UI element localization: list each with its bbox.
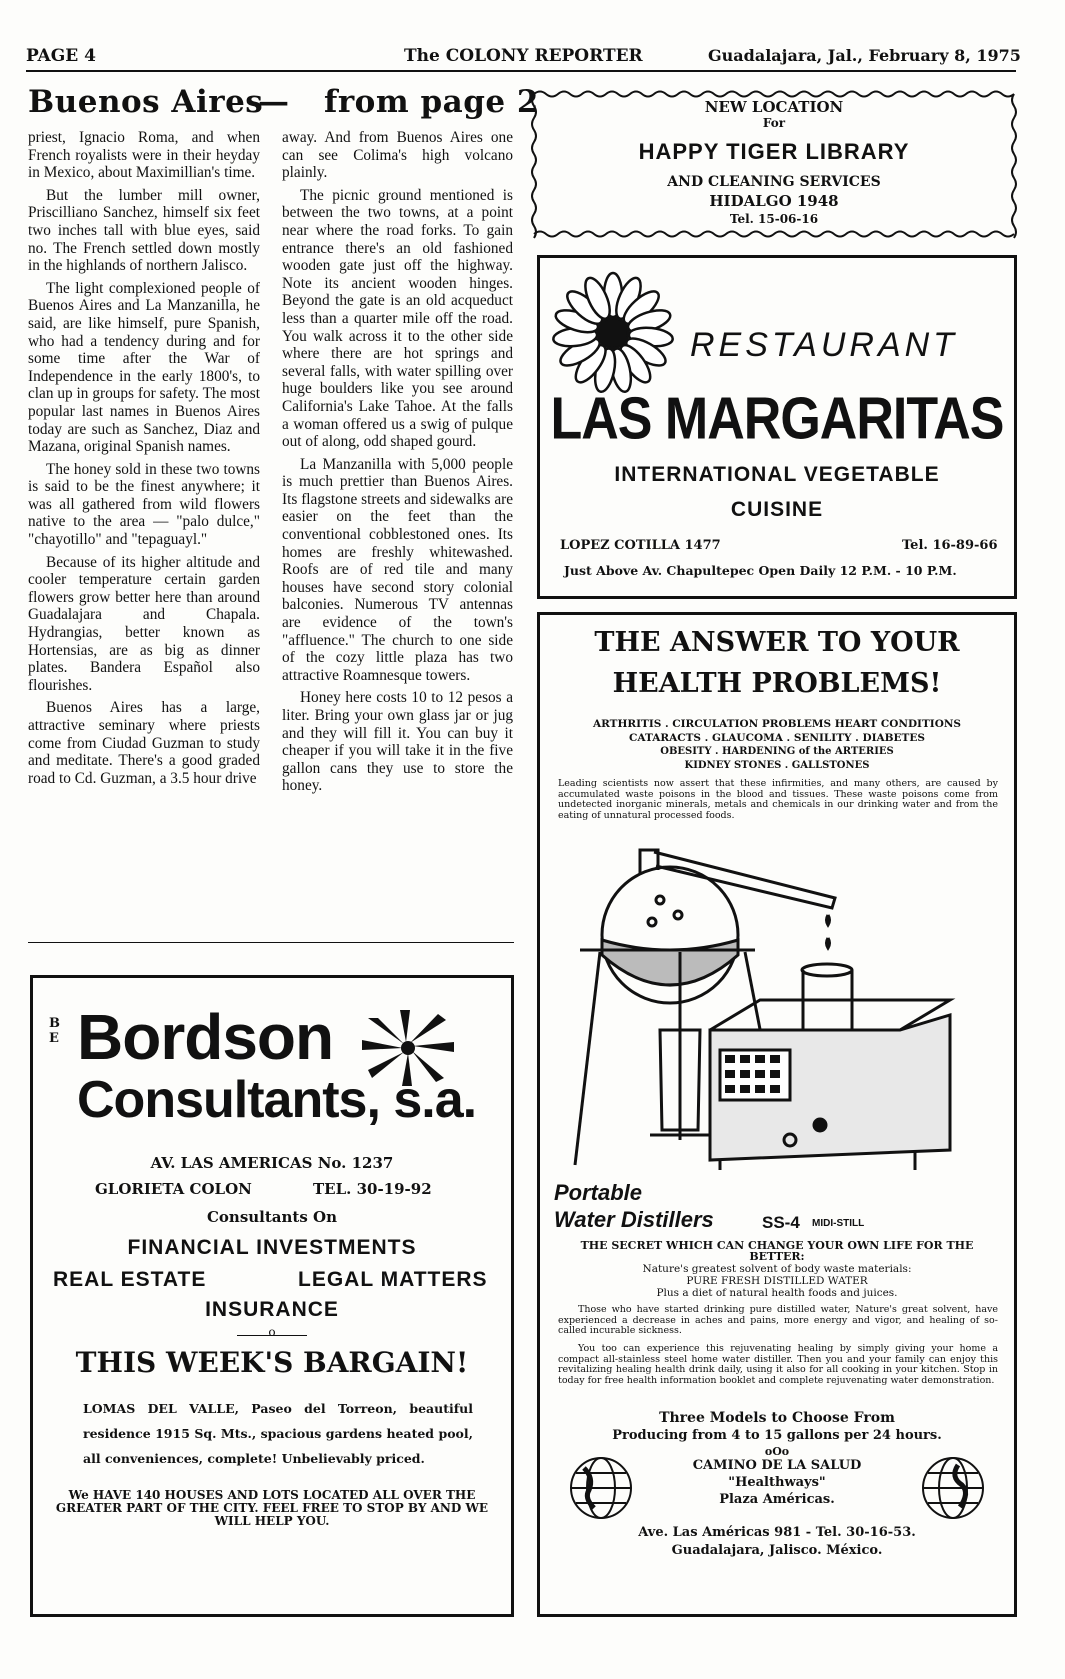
article-end-rule bbox=[28, 942, 514, 943]
health-paragraph-1: Those who have started drinking pure distilled water, Nature's great solvent, have experienced a decrease in aches and pains, more energy and vigor, and healing of so-called incurable sickness. bbox=[558, 1304, 998, 1336]
library-new-location: NEW LOCATION bbox=[704, 98, 844, 116]
bordson-bargain-title: THIS WEEK'S BARGAIN! bbox=[75, 1346, 469, 1379]
bordson-service-insurance: INSURANCE bbox=[205, 1298, 339, 1321]
paragraph: The picnic ground mentioned is between the two towns, at a point near where the road forks. To gain entrance there's an old fashioned wooden gate just off the highway. Note its ancient wooden hinges. Beyond the gate is an old acqueduct less than a quarter mile off the road. You walk across it to the other side where there are hot springs and several falls, with water spilling over huge boulders like you see around California's Lake Tahoe. At the falls a woman offered us a swig of pulque out of along, odd shaped gourd. bbox=[282, 186, 513, 451]
restaurant-cuisine-line2: CUISINE bbox=[730, 498, 824, 521]
health-paragraph-2: You too can experience this rejuvenating healing by simply giving your home a compact all-stainless steel home water distiller. Then you and your family can enjoy this revitalizing healing health drink daily, using it also for all cooking in your kitchen. Stop in today for free health information booklet and complete rejuvenating water demonstration. bbox=[558, 1343, 998, 1386]
article-title-dash: — bbox=[258, 84, 290, 120]
health-secret-1: THE SECRET WHICH CAN CHANGE YOUR OWN LIFE FOR THE BETTER: bbox=[580, 1239, 974, 1263]
article-column-2 bbox=[282, 129, 513, 800]
bordson-be-mark: B E bbox=[49, 1016, 60, 1046]
article-column-1 bbox=[28, 129, 260, 792]
bordson-footer: We HAVE 140 HOUSES AND LOTS LOCATED ALL OVER THE GREATER PART OF THE CITY. FEEL FREE TO STOP BY AND WE WILL HELP YOU. bbox=[55, 1488, 489, 1528]
library-ad bbox=[530, 88, 1018, 240]
product-water-distillers: Water Distillers bbox=[554, 1207, 714, 1232]
paragraph: But the lumber mill owner, Priscilliano Sanchez, himself six feet two inches tall with blue eyes, said no. The French settled down mostly in the highlands of northern Jalisco. bbox=[28, 186, 260, 275]
store-name: CAMINO DE LA SALUD bbox=[692, 1458, 862, 1473]
health-title-2: HEALTH PROBLEMS! bbox=[612, 668, 942, 699]
bordson-glorieta: GLORIETA COLON bbox=[95, 1180, 252, 1198]
paragraph: Because of its higher altitude and cooler temperature certain garden flowers grow better here than around Guadalajara and Chapala. Hydrangias, better known as Hortensias, are as big as dinner plates. Bandera Español also flourishes. bbox=[28, 553, 260, 694]
restaurant-cuisine-line1: INTERNATIONAL VEGETABLE bbox=[614, 463, 940, 486]
health-conditions-2: CATARACTS . GLAUCOMA . SENILITY . DIABETES bbox=[629, 732, 925, 744]
daisy-icon bbox=[548, 270, 678, 396]
paragraph: Buenos Aires has a large, attractive seminary where priests come from Ciudad Guzman to study and meditate. There's a good graded road to Cd. Guzman, a 3.5 hour drive bbox=[28, 699, 260, 787]
bordson-consultants-on: Consultants On bbox=[206, 1208, 338, 1226]
bordson-address: AV. LAS AMERICAS No. 1237 bbox=[150, 1154, 394, 1172]
paragraph: away. And from Buenos Aires one can see Colima's high volcano plainly. bbox=[282, 129, 513, 182]
paragraph: priest, Ignacio Roma, and when French royalists were in their heyday in Mexico, about Maximillian's time. bbox=[28, 129, 260, 182]
bordson-divider-mark: o bbox=[268, 1325, 276, 1339]
bordson-tel: TEL. 30-19-92 bbox=[313, 1180, 432, 1198]
library-address: HIDALGO 1948 bbox=[709, 192, 839, 210]
health-intro: Leading scientists now assert that these infirmities, and many others, are caused by accumulated waste poisons in the blood and tissues. These waste poisons come from undetected inorganic minerals, metals and chemicals in our drinking water and from the eating of unnatural processed foods. bbox=[558, 778, 998, 821]
product-portable: Portable bbox=[554, 1180, 643, 1205]
health-separator: oOo bbox=[764, 1445, 790, 1458]
health-conditions-4: KIDNEY STONES . GALLSTONES bbox=[684, 760, 870, 771]
restaurant-address: LOPEZ COTILLA 1477 bbox=[560, 538, 721, 553]
paragraph: Honey here costs 10 to 12 pesos a liter. Bring your own glass jar or jug and they will fill it. You can buy it cheaper if you will take it in the five gallon cans they use to store the honey. bbox=[282, 689, 513, 795]
restaurant-name: LAS MARGARITAS bbox=[550, 385, 1004, 453]
store-address: Ave. Las Américas 981 - Tel. 30-16-53. bbox=[638, 1525, 916, 1540]
bordson-name-2: Consultants, s.a. bbox=[77, 1071, 477, 1129]
paragraph: La Manzanilla with 5,000 people is much prettier than Buenos Aires. Its flagstone streets and sidewalks are easier on the feet than the conventional cobblestoned ones. Its homes are freshly whitewashed. Roofs are of red tile and many houses have second story colonial balconies. Numerous TV antennas are evidence of the town's "affluence." The church to one side of the cozy little plaza has two attractive Roamnesque towers. bbox=[282, 455, 513, 684]
library-for: For bbox=[762, 116, 786, 130]
health-title-1: THE ANSWER TO YOUR bbox=[594, 627, 960, 658]
distiller-illustration bbox=[570, 840, 970, 1170]
restaurant-hours: Just Above Av. Chapultepec Open Daily 12 P.M. - 10 P.M. bbox=[564, 563, 957, 578]
restaurant-ad bbox=[537, 255, 1017, 599]
bordson-ad bbox=[30, 975, 514, 1617]
product-model: SS-4 bbox=[762, 1213, 800, 1232]
health-ad bbox=[537, 612, 1017, 1617]
store-plaza: Plaza Américas. bbox=[719, 1492, 835, 1507]
library-tel: Tel. 15-06-16 bbox=[729, 212, 819, 226]
header-rule bbox=[26, 70, 1016, 72]
bordson-service-real-estate: REAL ESTATE bbox=[53, 1268, 207, 1291]
paragraph: The light complexioned people of Buenos Aires and La Manzanilla, he said, are like himself, pure Spanish, who had a tendency during and for some time after the War of Independence in the early 1800's, to clan up in groups for safety. The most popular last names in Buenos Aires today are such as Sanchez, Diaz and Mazana, original Spanish names. bbox=[28, 279, 260, 456]
bordson-bargain-text: LOMAS DEL VALLE, Paseo del Torreon, beautiful residence 1915 Sq. Mts., spacious gardens heated pool, all conveniences, complete! Unbelievably priced. bbox=[83, 1401, 473, 1466]
health-models-1: Three Models to Choose From bbox=[659, 1410, 895, 1426]
dateline: Guadalajara, Jal., February 8, 1975 bbox=[708, 46, 1021, 65]
health-conditions-3: OBESITY . HARDENING of the ARTERIES bbox=[660, 746, 894, 757]
page-number: PAGE 4 bbox=[26, 46, 96, 66]
health-conditions-1: ARTHRITIS . CIRCULATION PROBLEMS HEART CONDITIONS bbox=[592, 718, 962, 730]
health-secret-4: Plus a diet of natural health foods and juices. bbox=[656, 1287, 898, 1299]
restaurant-tel: Tel. 16-89-66 bbox=[902, 538, 998, 553]
paragraph: The honey sold in these two towns is said to be the finest anywhere; it was all gathered from wild flowers native to the area — "palo dulce," "chayotillo" and "tepaguayl." bbox=[28, 460, 260, 549]
health-models-2: Producing from 4 to 15 gallons per 24 hours. bbox=[612, 1428, 942, 1443]
library-services: AND CLEANING SERVICES bbox=[667, 174, 881, 190]
article-title: Buenos Aires bbox=[28, 84, 264, 120]
article-title-continued: from page 2 bbox=[324, 84, 539, 120]
health-secret-3: PURE FRESH DISTILLED WATER bbox=[686, 1275, 868, 1287]
bordson-name-1: Bordson bbox=[77, 1001, 334, 1073]
restaurant-script: RESTAURANT bbox=[690, 326, 958, 364]
newspaper-name: The COLONY REPORTER bbox=[404, 46, 643, 66]
store-healthways: "Healthways" bbox=[728, 1475, 826, 1490]
store-city: Guadalajara, Jalisco. México. bbox=[671, 1543, 883, 1558]
library-name: HAPPY TIGER LIBRARY bbox=[638, 139, 910, 164]
bordson-service-financial: FINANCIAL INVESTMENTS bbox=[127, 1236, 417, 1259]
product-model-sub: MIDI-STILL bbox=[812, 1218, 865, 1229]
bordson-service-legal: LEGAL MATTERS bbox=[298, 1268, 488, 1291]
health-secret-2: Nature's greatest solvent of body waste materials: bbox=[642, 1263, 912, 1275]
